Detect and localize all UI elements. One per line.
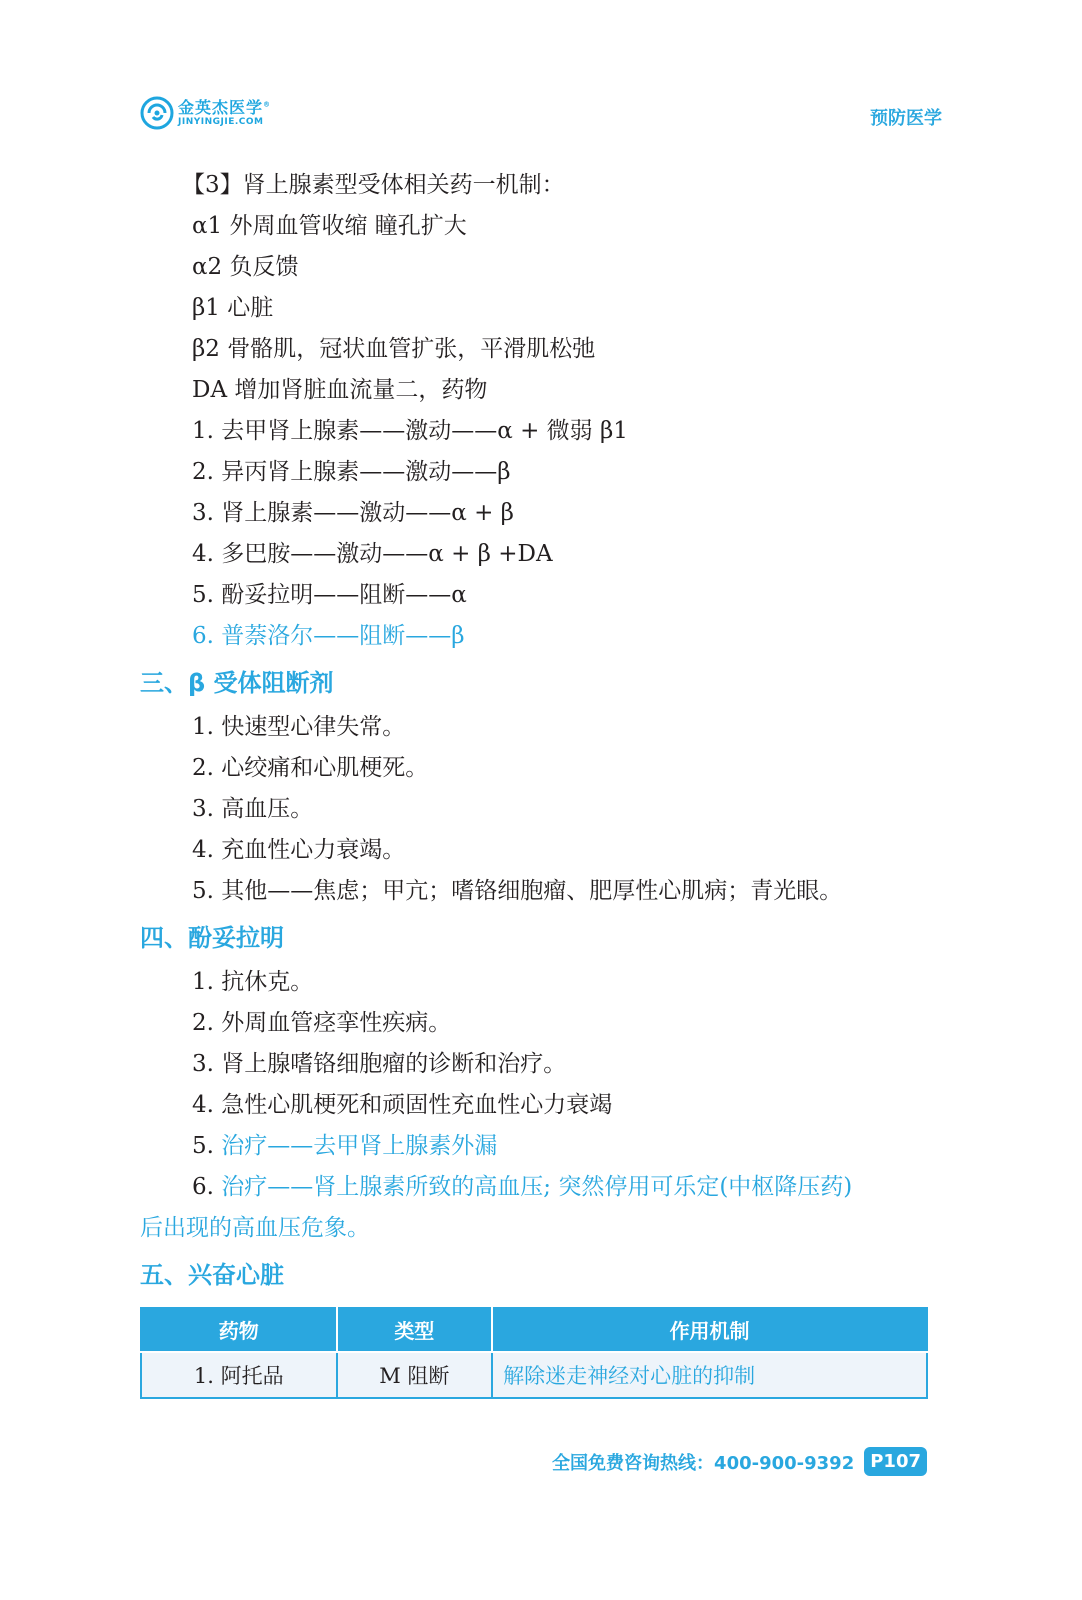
- section4-heading: 四、酚妥拉明: [140, 924, 284, 952]
- table-cell: M 阻断: [337, 1352, 493, 1398]
- drug-table: [140, 1307, 928, 1399]
- page-number-badge: P107: [864, 1447, 927, 1476]
- item-number: 6.: [192, 1174, 222, 1200]
- item-highlight: 治疗——肾上腺素所致的高血压; 突然停用可乐定(中枢降压药): [221, 1174, 853, 1200]
- logo-domain: JINYINGJIE.COM: [178, 116, 264, 127]
- table-cell: 解除迷走神经对心脏的抑制: [492, 1352, 927, 1398]
- block3-line: β1 心脏: [192, 295, 274, 321]
- section3-item: 1. 快速型心律失常。: [192, 714, 406, 740]
- block3-highlight: 6. 普萘洛尔——阻断——β: [192, 623, 465, 649]
- item-highlight: 治疗——去甲肾上腺素外漏: [221, 1133, 498, 1159]
- page-footer: [552, 1447, 927, 1476]
- section3-item: 4. 充血性心力衰竭。: [192, 837, 406, 863]
- table-cell: 1. 阿托品: [141, 1352, 337, 1398]
- section4-item: 2. 外周血管痉挛性疾病。: [192, 1010, 452, 1036]
- block3-line: 5. 酚妥拉明——阻断——α: [192, 582, 467, 608]
- section4-item: [140, 1167, 940, 1208]
- column-header: 作用机制: [492, 1307, 927, 1352]
- block3-line: β2 骨骼肌，冠状血管扩张，平滑肌松弛: [192, 336, 596, 362]
- block3-line: α1 外周血管收缩 瞳孔扩大: [192, 213, 467, 239]
- block3-title: 【3】肾上腺素型受体相关药一机制：: [182, 172, 565, 198]
- column-header: 类型: [337, 1307, 493, 1352]
- section5-heading: 五、兴奋心脏: [140, 1261, 284, 1289]
- table-header-row: [141, 1307, 927, 1352]
- section4-item-continuation: 后出现的高血压危象。: [140, 1215, 370, 1241]
- section4-item: 1. 抗休克。: [192, 969, 314, 995]
- block3-line: DA 增加肾脏血流量二，药物: [192, 377, 488, 403]
- block3-line: 1. 去甲肾上腺素——激动——α + 微弱 β1: [192, 418, 628, 444]
- block3-line: α2 负反馈: [192, 254, 299, 280]
- logo-swirl-icon: [140, 96, 174, 130]
- page-header: [140, 96, 942, 136]
- section4-item: [140, 1126, 940, 1167]
- block3-line: 2. 异丙肾上腺素——激动——β: [192, 459, 511, 485]
- section3-item: 5. 其他——焦虑；甲亢；嗜铬细胞瘤、肥厚性心肌病；青光眼。: [192, 878, 843, 904]
- brand-logo: [140, 96, 271, 130]
- section3-heading: 三、β 受体阻断剂: [140, 669, 334, 697]
- logo-name: 金英杰医学®: [178, 97, 272, 117]
- table-row: [141, 1352, 927, 1398]
- section4-item: 3. 肾上腺嗜铬细胞瘤的诊断和治疗。: [192, 1051, 567, 1077]
- section3-item: 2. 心绞痛和心肌梗死。: [192, 755, 429, 781]
- page-content: [140, 165, 940, 1399]
- item-number: 5.: [192, 1133, 222, 1159]
- section3-item: 3. 高血压。: [192, 796, 314, 822]
- hotline-text: 全国免费咨询热线：400-900-9392: [552, 1452, 855, 1474]
- block3-line: 3. 肾上腺素——激动——α + β: [192, 500, 514, 526]
- section-label: 预防医学: [870, 108, 942, 129]
- block3-line: 4. 多巴胺——激动——α + β +DA: [192, 541, 553, 567]
- registered-mark: ®: [263, 100, 272, 109]
- column-header: 药物: [141, 1307, 337, 1352]
- section4-item: 4. 急性心肌梗死和顽固性充血性心力衰竭: [192, 1092, 613, 1118]
